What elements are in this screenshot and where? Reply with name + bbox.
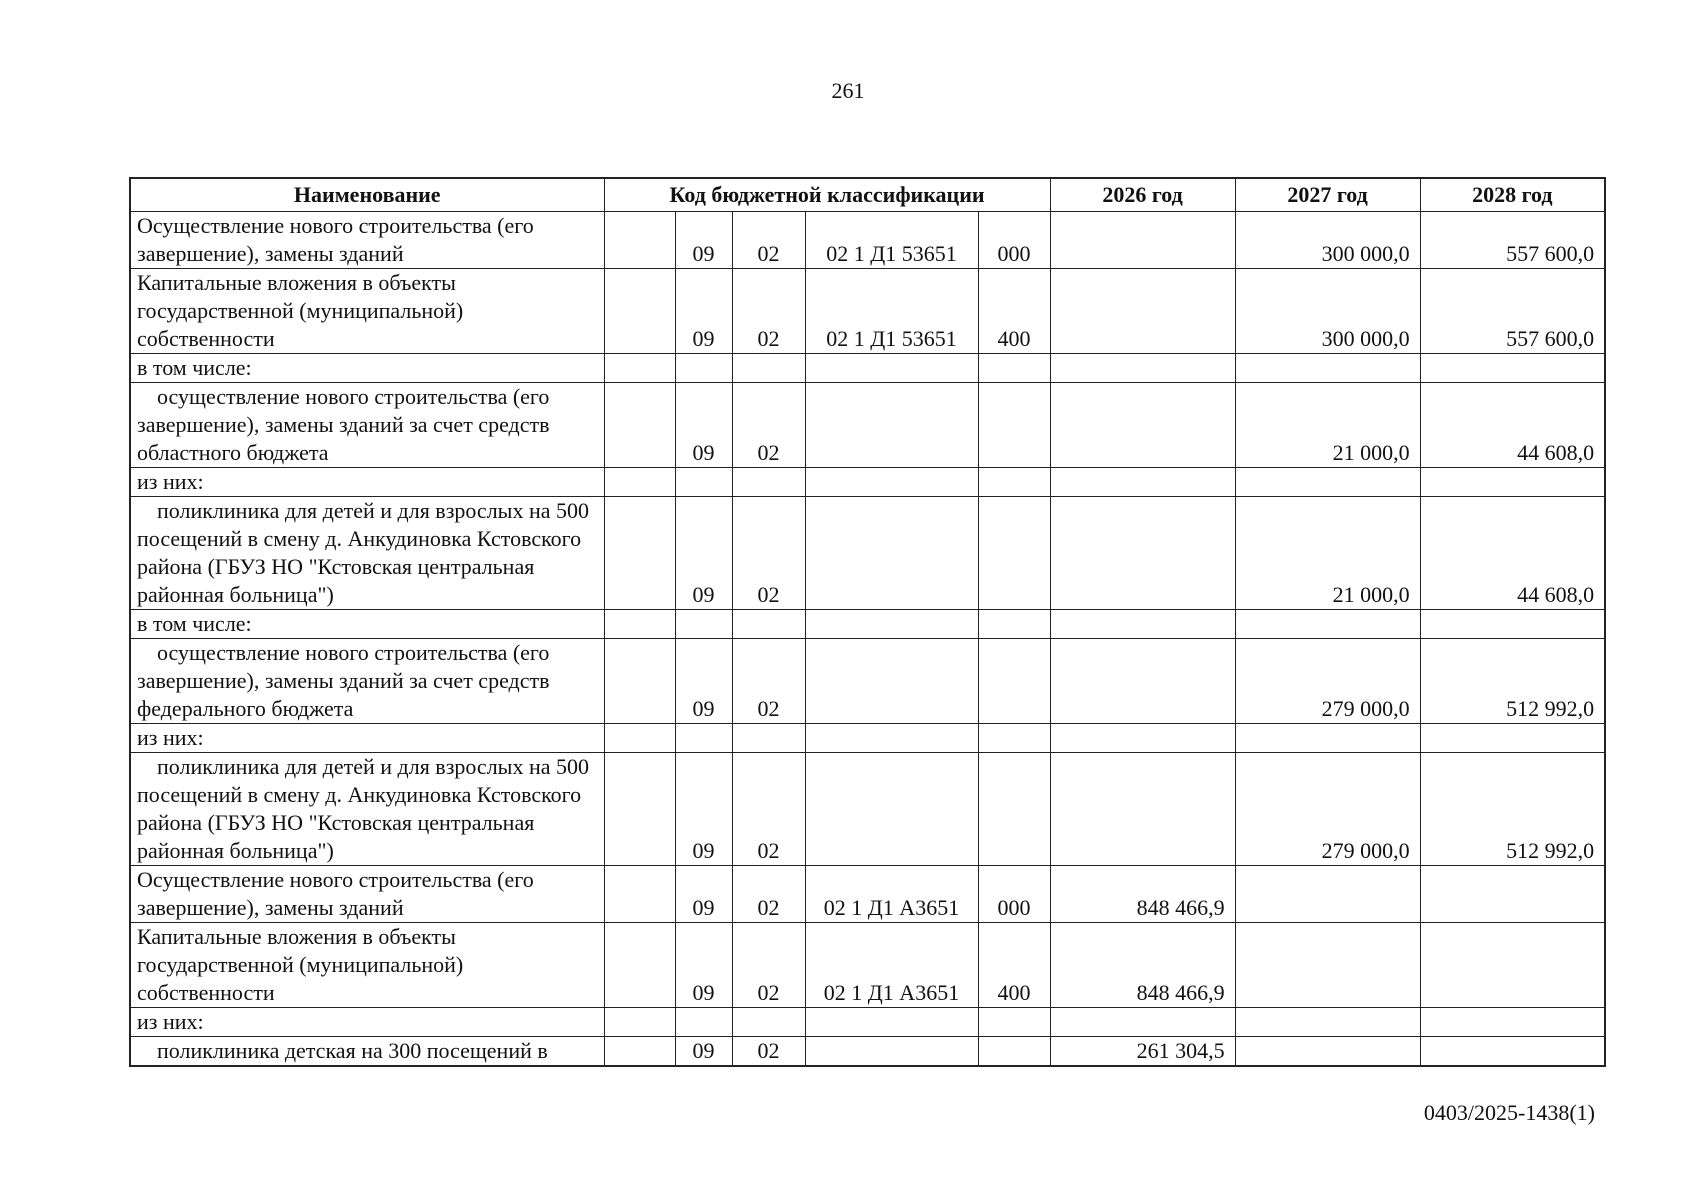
- row-subsection-code-cell: 02: [732, 497, 805, 610]
- row-subsection-code-cell: [732, 468, 805, 497]
- row-spacer-cell: [604, 468, 675, 497]
- table-body: [130, 212, 1605, 1067]
- row-subsection-code-cell: [732, 1008, 805, 1037]
- row-target-code-cell: 02 1 Д1 53651: [805, 269, 978, 354]
- row-spacer-cell: [604, 753, 675, 866]
- row-section-code-cell: 09: [675, 866, 732, 923]
- row-name-cell: Осуществление нового строительства (его завершение), замены зданий: [130, 212, 604, 269]
- row-section-code-cell: 09: [675, 383, 732, 468]
- table-row: [130, 212, 1605, 269]
- header-year-2027: 2027 год: [1235, 178, 1420, 212]
- row-spacer-cell: [604, 1037, 675, 1067]
- table-row: [130, 1037, 1605, 1067]
- row-spacer-cell: [604, 497, 675, 610]
- row-target-code-cell: [805, 354, 978, 383]
- row-value-2026-cell: [1050, 753, 1235, 866]
- row-section-code-cell: 09: [675, 212, 732, 269]
- row-name-cell: поликлиника для детей и для взрослых на 500 посещений в смену д. Анкудиновка Кстовского района (ГБУЗ НО "Кстовская центральная районная больница"): [130, 753, 604, 866]
- table-row: [130, 610, 1605, 639]
- table-header-row: [130, 178, 1605, 212]
- row-target-code-cell: [805, 753, 978, 866]
- row-name-cell: Капитальные вложения в объекты государственной (муниципальной) собственности: [130, 269, 604, 354]
- row-section-code-cell: 09: [675, 639, 732, 724]
- table-row: [130, 753, 1605, 866]
- row-expense-type-cell: [978, 1037, 1050, 1067]
- header-year-2026: 2026 год: [1050, 178, 1235, 212]
- row-spacer-cell: [604, 724, 675, 753]
- row-value-2028-cell: 44 608,0: [1420, 383, 1605, 468]
- row-spacer-cell: [604, 923, 675, 1008]
- row-name-cell: поликлиника детская на 300 посещений в: [130, 1037, 604, 1067]
- header-budget-code: Код бюджетной классификации: [604, 178, 1050, 212]
- row-value-2027-cell: 279 000,0: [1235, 753, 1420, 866]
- row-spacer-cell: [604, 354, 675, 383]
- row-target-code-cell: [805, 383, 978, 468]
- budget-table: [129, 177, 1606, 1067]
- table-row: [130, 468, 1605, 497]
- row-section-code-cell: 09: [675, 753, 732, 866]
- document-code: 0403/2025-1438(1): [1423, 1100, 1595, 1125]
- row-spacer-cell: [604, 212, 675, 269]
- row-target-code-cell: [805, 724, 978, 753]
- header-year-2028: 2028 год: [1420, 178, 1605, 212]
- row-value-2027-cell: [1235, 354, 1420, 383]
- row-section-code-cell: 09: [675, 497, 732, 610]
- row-name-cell: осуществление нового строительства (его завершение), замены зданий за счет средств федерального бюджета: [130, 639, 604, 724]
- row-section-code-cell: [675, 724, 732, 753]
- table-row: [130, 1008, 1605, 1037]
- row-name-cell: Осуществление нового строительства (его завершение), замены зданий: [130, 866, 604, 923]
- row-name-cell: из них:: [130, 1008, 604, 1037]
- row-value-2028-cell: 512 992,0: [1420, 639, 1605, 724]
- row-value-2027-cell: 279 000,0: [1235, 639, 1420, 724]
- row-value-2028-cell: [1420, 610, 1605, 639]
- row-spacer-cell: [604, 269, 675, 354]
- row-value-2026-cell: [1050, 724, 1235, 753]
- row-value-2026-cell: [1050, 468, 1235, 497]
- page-number: 261: [831, 78, 865, 103]
- row-subsection-code-cell: [732, 354, 805, 383]
- row-value-2026-cell: 848 466,9: [1050, 923, 1235, 1008]
- row-spacer-cell: [604, 639, 675, 724]
- row-value-2027-cell: [1235, 610, 1420, 639]
- row-name-cell: из них:: [130, 724, 604, 753]
- row-subsection-code-cell: 02: [732, 212, 805, 269]
- row-value-2028-cell: [1420, 468, 1605, 497]
- row-value-2026-cell: [1050, 639, 1235, 724]
- row-spacer-cell: [604, 383, 675, 468]
- row-subsection-code-cell: 02: [732, 639, 805, 724]
- row-target-code-cell: [805, 1037, 978, 1067]
- table-row: [130, 354, 1605, 383]
- row-subsection-code-cell: 02: [732, 383, 805, 468]
- row-subsection-code-cell: [732, 610, 805, 639]
- row-value-2027-cell: [1235, 923, 1420, 1008]
- row-name-cell: в том числе:: [130, 610, 604, 639]
- row-value-2027-cell: 21 000,0: [1235, 497, 1420, 610]
- row-section-code-cell: [675, 610, 732, 639]
- table-row: [130, 639, 1605, 724]
- row-subsection-code-cell: [732, 724, 805, 753]
- table-row: [130, 497, 1605, 610]
- row-value-2028-cell: [1420, 866, 1605, 923]
- table-row: [130, 923, 1605, 1008]
- row-expense-type-cell: [978, 1008, 1050, 1037]
- row-subsection-code-cell: 02: [732, 923, 805, 1008]
- row-value-2028-cell: 44 608,0: [1420, 497, 1605, 610]
- row-value-2028-cell: 557 600,0: [1420, 269, 1605, 354]
- row-name-cell: осуществление нового строительства (его завершение), замены зданий за счет средств областного бюджета: [130, 383, 604, 468]
- row-section-code-cell: [675, 354, 732, 383]
- row-target-code-cell: [805, 468, 978, 497]
- row-target-code-cell: [805, 610, 978, 639]
- header-name: Наименование: [130, 178, 604, 212]
- row-expense-type-cell: 000: [978, 212, 1050, 269]
- table-row: [130, 383, 1605, 468]
- row-value-2028-cell: [1420, 923, 1605, 1008]
- table-row: [130, 866, 1605, 923]
- row-expense-type-cell: [978, 468, 1050, 497]
- row-target-code-cell: [805, 497, 978, 610]
- row-spacer-cell: [604, 866, 675, 923]
- row-value-2028-cell: [1420, 1008, 1605, 1037]
- row-spacer-cell: [604, 610, 675, 639]
- row-subsection-code-cell: 02: [732, 866, 805, 923]
- row-value-2027-cell: [1235, 1037, 1420, 1067]
- row-expense-type-cell: [978, 354, 1050, 383]
- row-name-cell: поликлиника для детей и для взрослых на 500 посещений в смену д. Анкудиновка Кстовского района (ГБУЗ НО "Кстовская центральная районная больница"): [130, 497, 604, 610]
- row-section-code-cell: 09: [675, 269, 732, 354]
- row-value-2028-cell: 512 992,0: [1420, 753, 1605, 866]
- row-target-code-cell: 02 1 Д1 А3651: [805, 923, 978, 1008]
- row-subsection-code-cell: 02: [732, 269, 805, 354]
- row-target-code-cell: 02 1 Д1 А3651: [805, 866, 978, 923]
- row-target-code-cell: [805, 1008, 978, 1037]
- row-expense-type-cell: [978, 724, 1050, 753]
- row-value-2027-cell: [1235, 724, 1420, 753]
- row-value-2027-cell: 21 000,0: [1235, 383, 1420, 468]
- row-value-2028-cell: [1420, 724, 1605, 753]
- row-value-2028-cell: [1420, 1037, 1605, 1067]
- row-value-2027-cell: [1235, 866, 1420, 923]
- row-section-code-cell: [675, 1008, 732, 1037]
- row-name-cell: в том числе:: [130, 354, 604, 383]
- row-expense-type-cell: 400: [978, 269, 1050, 354]
- row-value-2026-cell: 261 304,5: [1050, 1037, 1235, 1067]
- row-name-cell: Капитальные вложения в объекты государственной (муниципальной) собственности: [130, 923, 604, 1008]
- row-value-2026-cell: [1050, 212, 1235, 269]
- row-value-2026-cell: [1050, 1008, 1235, 1037]
- row-expense-type-cell: [978, 753, 1050, 866]
- row-spacer-cell: [604, 1008, 675, 1037]
- table-row: [130, 269, 1605, 354]
- row-value-2028-cell: [1420, 354, 1605, 383]
- row-expense-type-cell: 400: [978, 923, 1050, 1008]
- row-value-2027-cell: 300 000,0: [1235, 212, 1420, 269]
- row-expense-type-cell: 000: [978, 866, 1050, 923]
- row-section-code-cell: 09: [675, 923, 732, 1008]
- row-target-code-cell: [805, 639, 978, 724]
- row-value-2026-cell: [1050, 383, 1235, 468]
- row-section-code-cell: [675, 468, 732, 497]
- row-value-2027-cell: [1235, 468, 1420, 497]
- row-expense-type-cell: [978, 383, 1050, 468]
- row-name-cell: из них:: [130, 468, 604, 497]
- row-value-2026-cell: [1050, 610, 1235, 639]
- table-row: [130, 724, 1605, 753]
- row-subsection-code-cell: 02: [732, 753, 805, 866]
- row-value-2028-cell: 557 600,0: [1420, 212, 1605, 269]
- row-target-code-cell: 02 1 Д1 53651: [805, 212, 978, 269]
- row-value-2026-cell: [1050, 354, 1235, 383]
- row-value-2026-cell: [1050, 269, 1235, 354]
- row-value-2026-cell: 848 466,9: [1050, 866, 1235, 923]
- row-subsection-code-cell: 02: [732, 1037, 805, 1067]
- row-expense-type-cell: [978, 639, 1050, 724]
- row-expense-type-cell: [978, 497, 1050, 610]
- row-section-code-cell: 09: [675, 1037, 732, 1067]
- row-value-2027-cell: [1235, 1008, 1420, 1037]
- row-value-2026-cell: [1050, 497, 1235, 610]
- row-expense-type-cell: [978, 610, 1050, 639]
- row-value-2027-cell: 300 000,0: [1235, 269, 1420, 354]
